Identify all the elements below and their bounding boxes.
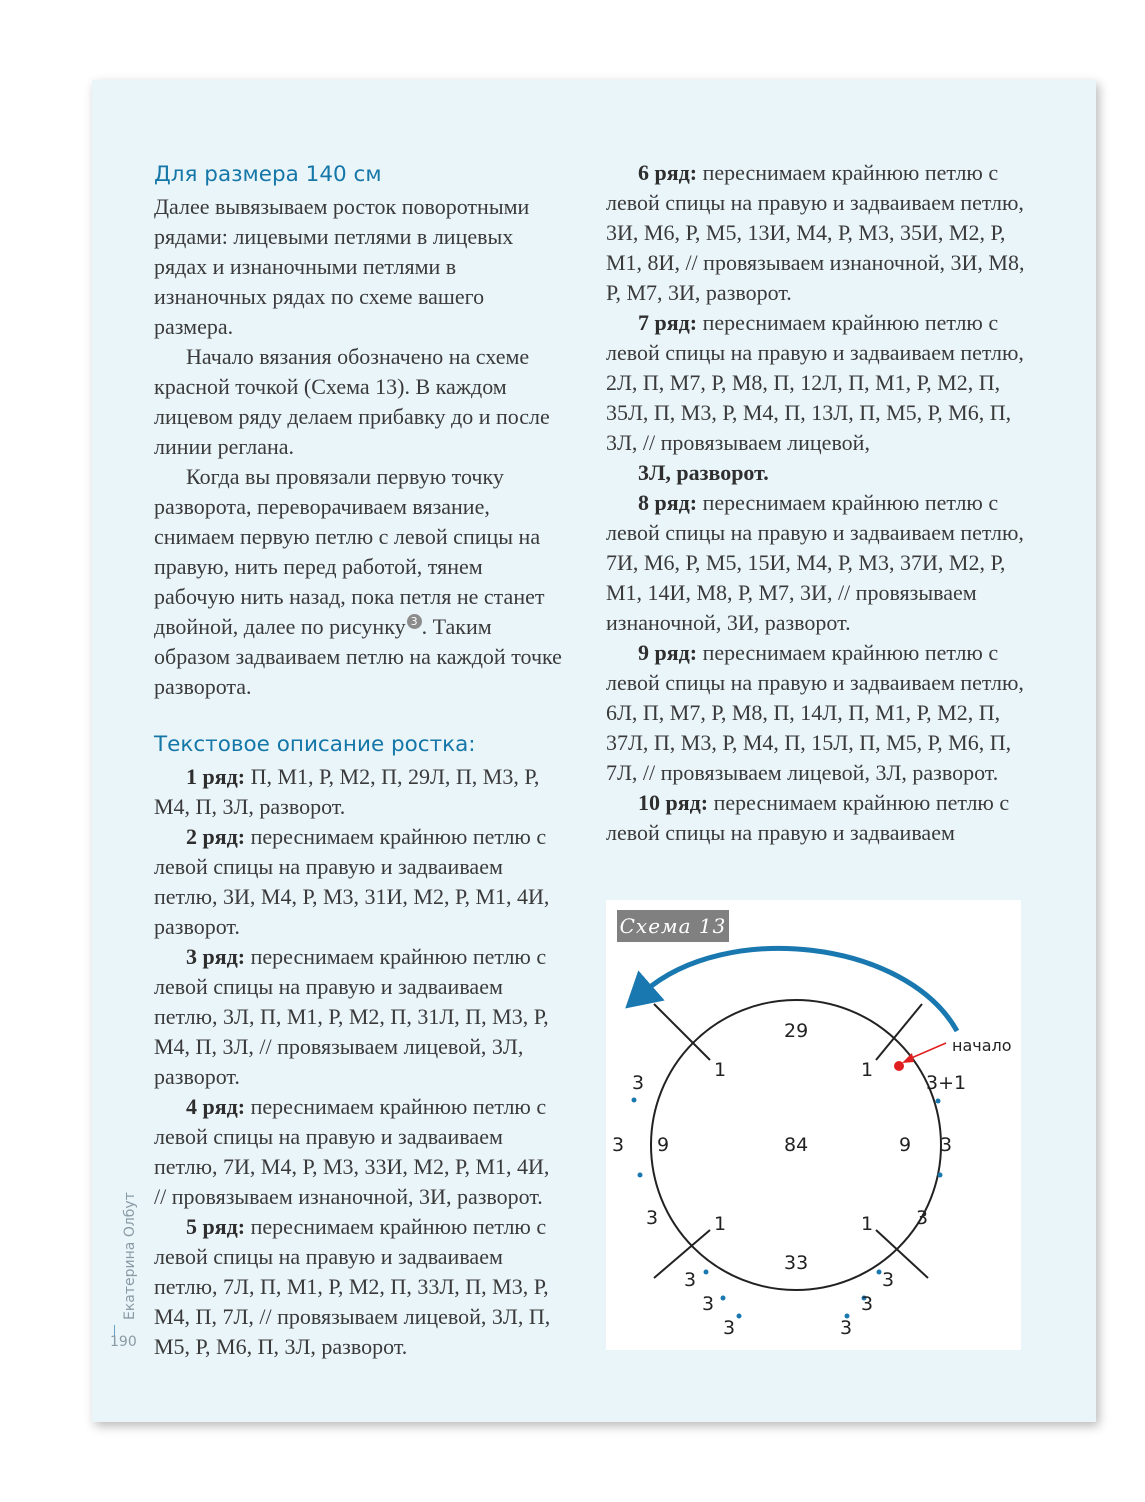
- author-name: Екатерина Олбут: [122, 1192, 138, 1320]
- start-paragraph: Начало вязания обозначено на схеме красной точкой (Схема 13). В каждом лицевом ряду делаем прибавку до и после линии реглана.: [154, 344, 550, 459]
- scheme-13-diagram: [606, 900, 1021, 1350]
- turn-count-label: 3: [940, 1134, 953, 1156]
- row-instruction: 7 ряд: переснимаем крайнюю петлю с левой спицы на правую и задваиваем петлю, 2Л, П, М7, Р, М8, П, 12Л, П, М1, Р, М2, П, 35Л, П, М3, Р, М4, П, 13Л, П, М5, Р, М6, П, 3Л, // провязываем лицевой,: [606, 310, 1024, 455]
- turn-count-label: 3: [840, 1317, 853, 1339]
- row-label: 10 ряд:: [638, 790, 709, 815]
- stitch-count-left: 9: [657, 1134, 670, 1156]
- turn-count-label: 3: [632, 1072, 645, 1094]
- left-column: [154, 158, 564, 1362]
- note-number-badge: 3: [407, 614, 422, 629]
- row-instruction: 5 ряд: переснимаем крайнюю петлю с левой спицы на правую и задваиваем петлю, 7Л, П, М1, Р, М2, П, 33Л, П, М3, Р, М4, П, 7Л, // провязываем лицевой, 3Л, П, М5, Р, М6, П, 3Л, разворот.: [154, 1214, 551, 1359]
- row-instruction: 8 ряд: переснимаем крайнюю петлю с левой спицы на правую и задваиваем петлю, 7И, М6, Р, М5, 15И, М4, Р, М3, 37И, М2, Р, М1, 14И, М8, Р, М7, 3И, // провязываем изнаночной, 3И, разворот.: [606, 490, 1024, 635]
- turn-dot: [638, 1173, 643, 1178]
- row-instruction: 2 ряд: переснимаем крайнюю петлю с левой спицы на правую и задваиваем петлю, 3И, М4, Р, М3, 31И, М2, Р, М1, 4И, разворот.: [154, 824, 550, 939]
- turn-dot: [737, 1314, 742, 1319]
- start-pointer: [909, 1043, 946, 1059]
- start-pointer-head: [902, 1053, 914, 1063]
- raglan-line: [876, 1004, 922, 1060]
- turn-dot: [704, 1270, 709, 1275]
- scheme-title: Схема 13: [617, 910, 729, 942]
- turn-dot: [938, 1173, 943, 1178]
- turn-dot: [877, 1270, 882, 1275]
- turn-count-label: 3: [861, 1293, 874, 1315]
- turn-count-label: 3: [646, 1207, 659, 1229]
- row-label: 1 ряд:: [186, 764, 246, 789]
- scheme-graphic: [606, 900, 1021, 1350]
- row-instruction: 4 ряд: переснимаем крайнюю петлю с левой спицы на правую и задваиваем петлю, 7И, М4, Р, М3, 33И, М2, Р, М1, 4И, // провязываем изнаночной, 3И, разворот.: [154, 1094, 550, 1209]
- row-label: 8 ряд:: [638, 490, 698, 515]
- turn-count-label: 3: [702, 1293, 715, 1315]
- turn-count-label: 3: [723, 1317, 736, 1339]
- row-instruction: 3 ряд: переснимаем крайнюю петлю с левой спицы на правую и задваиваем петлю, 3Л, П, М1, Р, М2, П, 31Л, П, М3, Р, М4, П, 3Л, // провязываем лицевой, 3Л, разворот.: [154, 944, 549, 1089]
- right-column: [606, 158, 1030, 848]
- row-label: 5 ряд:: [186, 1214, 246, 1239]
- row-continuation-bold: 3Л, разворот.: [638, 460, 769, 485]
- stitch-count-right: 9: [899, 1134, 912, 1156]
- start-label: начало: [952, 1036, 1012, 1055]
- turn-count-label: 3: [612, 1134, 625, 1156]
- turn-count-label: 3: [882, 1269, 895, 1291]
- row-label: 3 ряд:: [186, 944, 246, 969]
- raglan-stitch-label: 1: [861, 1059, 874, 1081]
- turn-count-label: 3+1: [926, 1072, 967, 1094]
- turn-dot: [632, 1098, 637, 1103]
- row-label: 2 ряд:: [186, 824, 246, 849]
- raglan-stitch-label: 1: [714, 1059, 727, 1081]
- turn-dot: [936, 1099, 941, 1104]
- turn-dot: [721, 1296, 726, 1301]
- row-instruction: 6 ряд: переснимаем крайнюю петлю с левой спицы на правую и задваиваем петлю, 3И, М6, Р, М5, 13И, М4, Р, М3, 35И, М2, Р, М1, 8И, // провязываем изнаночной, 3И, М8, Р, М7, 3И, разворот.: [606, 160, 1025, 305]
- text-description-heading: Текстовое описание ростка:: [154, 732, 476, 757]
- row-instruction: 10 ряд: переснимаем крайнюю петлю с левой спицы на правую и задваиваем: [606, 790, 1010, 845]
- row-instruction: 9 ряд: переснимаем крайнюю петлю с левой спицы на правую и задваиваем петлю, 6Л, П, М7, Р, М8, П, 14Л, П, М1, Р, М2, П, 37Л, П, М3, Р, М4, П, 15Л, П, М5, Р, М6, П, 7Л, // провязываем лицевой, 3Л, разворот.: [606, 640, 1024, 785]
- raglan-stitch-label: 1: [861, 1213, 874, 1235]
- turn-paragraph: Когда вы провязали первую точку разворота, переворачиваем вязание, снимаем первую петлю с левой спицы на правую, нить перед работой, тянем рабочую нить назад, пока петля не станет двойной, далее по рисунку 3 . Таким образом задваиваем петлю на каждой точке разворота.: [154, 464, 562, 699]
- row-label: 4 ряд:: [186, 1094, 246, 1119]
- stitch-count-center: 84: [784, 1134, 809, 1156]
- raglan-stitch-label: 1: [714, 1213, 727, 1235]
- start-dot: [894, 1061, 904, 1071]
- stitch-count-bottom: 33: [784, 1252, 809, 1274]
- row-continuation: [606, 458, 1030, 488]
- row-label: 6 ряд:: [638, 160, 698, 185]
- row-label: 7 ряд:: [638, 310, 698, 335]
- raglan-line: [654, 1004, 710, 1060]
- row-instruction: 1 ряд: П, М1, Р, М2, П, 29Л, П, М3, Р, М4, П, 3Л, разворот.: [154, 764, 540, 819]
- page-number: 190: [110, 1334, 137, 1350]
- size-heading: Для размера 140 см: [154, 162, 382, 187]
- book-page: [92, 80, 1096, 1422]
- turn-count-label: 3: [684, 1269, 697, 1291]
- turn-count-label: 3: [916, 1207, 929, 1229]
- intro-paragraph: Далее вывязываем росток поворотными рядами: лицевыми петлями в лицевых рядах и изнаночными петлями в изнаночных рядах по схеме вашего размера.: [154, 194, 530, 339]
- stitch-count-top: 29: [784, 1020, 809, 1042]
- row-label: 9 ряд:: [638, 640, 698, 665]
